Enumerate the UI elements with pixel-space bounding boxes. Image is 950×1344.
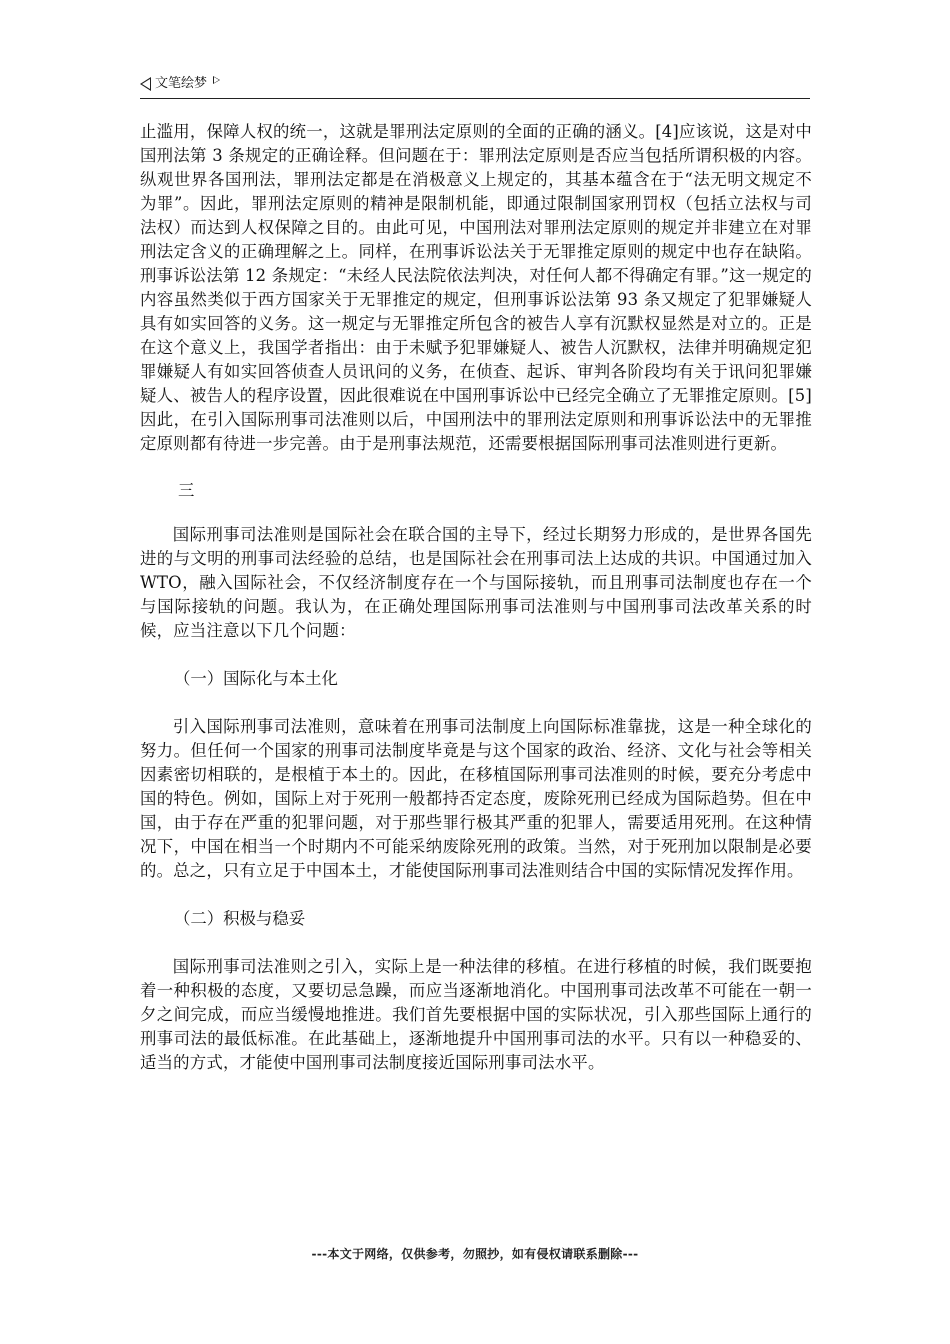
paragraph-4: 国际刑事司法准则之引入，实际上是一种法律的移植。在进行移植的时候，我们既要抱着一种积极的态度，又要切忌急躁，而应当逐渐地消化。中国刑事司法改革不可能在一朝一夕之间完成，而应当缓慢地推进。我们首先要根据中国的实际状况，引入那些国际上通行的刑事司法的最低标准。在此基础上，逐渐地提升中国刑事司法的水平。只有以一种稳妥的、适当的方式，才能使中国刑事司法制度接近国际刑事司法水平。	[140, 957, 812, 1072]
paragraph-2: 国际刑事司法准则是国际社会在联合国的主导下，经过长期努力形成的，是世界各国先进的与文明的刑事司法经验的总结，也是国际社会在刑事司法上达成的共识。中国通过加入 WTO，融入国际社会，不仅经济制度存在一个与国际接轨，而且刑事司法制度也存在一个与国际接轨的问题。我认为，在正确处理国际刑事司法准则与中国刑事司法改革关系的时候，应当注意以下几个问题：	[140, 525, 812, 640]
triangle-left-icon	[140, 77, 151, 91]
header-title: 文笔绘梦	[155, 76, 208, 91]
paragraph-3: 引入国际刑事司法准则，意味着在刑事司法制度上向国际标准靠拢，这是一种全球化的努力。但任何一个国家的刑事司法制度毕竟是与这个国家的政治、经济、文化与社会等相关因素密切相联的，是根植于本土的。因此，在移植国际刑事司法准则的时候，要充分考虑中国的特色。例如，国际上对于死刑一般都持否定态度，废除死刑已经成为国际趋势。但在中国，由于存在严重的犯罪问题，对于那些罪行极其严重的犯罪人，需要适用死刑。在这种情况下，中国在相当一个时期内不可能采纳废除死刑的政策。当然，对于死刑加以限制是必要的。总之，只有立足于中国本土，才能使国际刑事司法准则结合中国的实际情况发挥作用。	[140, 717, 812, 880]
section-number: 三	[178, 481, 195, 500]
subheading-2: （二）积极与稳妥	[174, 909, 306, 928]
page-header	[140, 72, 810, 99]
footer-notice: ---本文于网络，仅供参考，勿照抄，如有侵权请联系删除---	[311, 1247, 639, 1261]
triangle-right-icon	[213, 76, 220, 84]
subheading-1: （一）国际化与本土化	[174, 669, 338, 688]
document-body	[140, 120, 812, 1075]
paragraph-1: 止滥用，保障人权的统一，这就是罪刑法定原则的全面的正确的涵义。[4]应该说，这是对中国刑法第 3 条规定的正确诠释。但问题在于：罪刑法定原则是否应当包括所谓积极的内容。纵观世界各国刑法，罪刑法定都是在消极意义上规定的，其基本蕴含在于“法无明文规定不为罪”。因此，罪刑法定原则的精神是限制机能，即通过限制国家刑罚权（包括立法权与司法权）而达到人权保障之目的。由此可见，中国刑法对罪刑法定原则的规定并非建立在对罪刑法定含义的正确理解之上。同样，在刑事诉讼法关于无罪推定原则的规定中也存在缺陷。刑事诉讼法第 12 条规定：“未经人民法院依法判决，对任何人都不得确定有罪。”这一规定的内容虽然类似于西方国家关于无罪推定的规定，但刑事诉讼法第 93 条又规定了犯罪嫌疑人具有如实回答的义务。这一规定与无罪推定所包含的被告人享有沉默权显然是对立的。正是在这个意义上，我国学者指出：由于未赋予犯罪嫌疑人、被告人沉默权，法律并明确规定犯罪嫌疑人有如实回答侦查人员讯问的义务，在侦查、起诉、审判各阶段均有关于讯问犯罪嫌疑人、被告人的程序设置，因此很难说在中国刑事诉讼中已经完全确立了无罪推定原则。[5]因此，在引入国际刑事司法准则以后，中国刑法中的罪刑法定原则和刑事诉讼法中的无罪推定原则都有待进一步完善。由于是刑事法规范，还需要根据国际刑事司法准则进行更新。	[140, 122, 812, 453]
